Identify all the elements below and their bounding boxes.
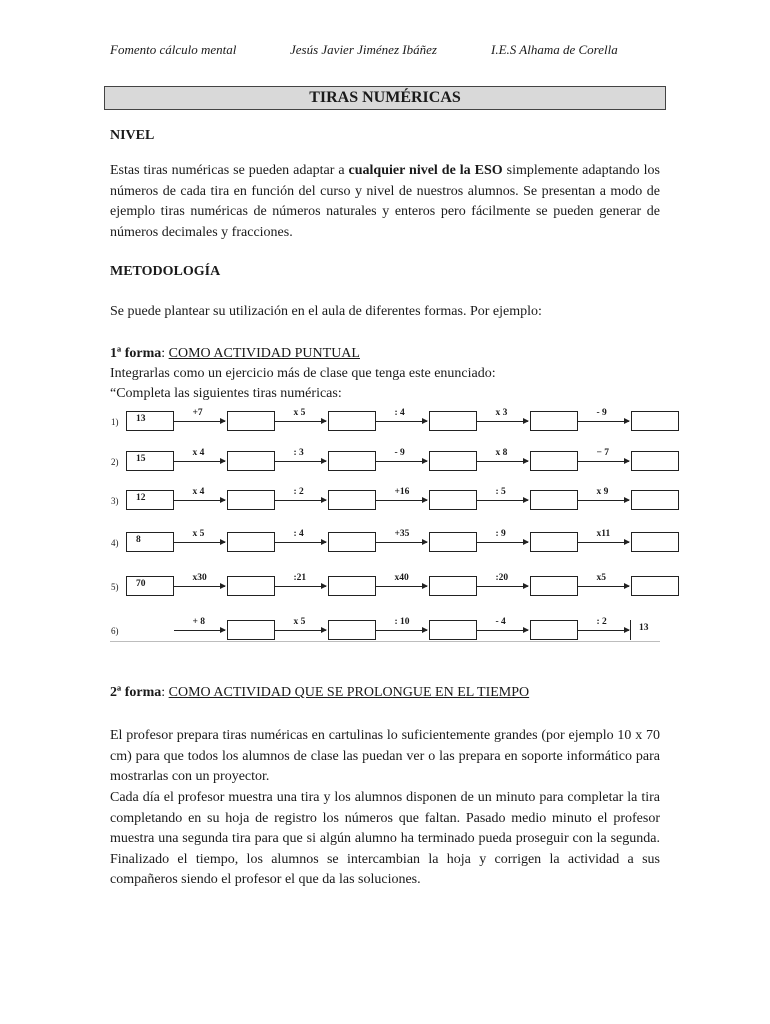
strip-arrow — [376, 500, 427, 501]
strip-arrow — [275, 630, 326, 631]
strip-answer-box — [530, 490, 578, 510]
strip-operation: - 9 — [596, 408, 607, 418]
strip-operation: x 4 — [192, 487, 205, 497]
strip-answer-box — [631, 411, 679, 431]
strip-operation: : 4 — [394, 408, 405, 418]
strip-label: 3) — [111, 496, 119, 506]
forma1-title-line — [110, 346, 360, 362]
strip-arrow — [376, 421, 427, 422]
header-subject: Fomento cálculo mental — [110, 42, 237, 57]
strip-answer-box — [530, 411, 578, 431]
strip-arrow — [275, 500, 326, 501]
forma1-colon: : — [161, 346, 169, 361]
strip-arrow — [477, 542, 528, 543]
strip-answer-box — [227, 576, 275, 596]
nivel-text-before: Estas tiras numéricas se pueden adaptar a — [110, 163, 349, 178]
strip-answer-box — [328, 451, 376, 471]
strip-operation: - 4 — [495, 617, 506, 627]
strip-operation: x30 — [192, 573, 207, 583]
strip-operation: : 2 — [596, 617, 607, 627]
strip-operation: + 8 — [192, 617, 206, 627]
strip-operation: : 3 — [293, 448, 304, 458]
strip-arrow — [275, 421, 326, 422]
strip-answer-box — [227, 620, 275, 640]
strip-answer-box — [429, 451, 477, 471]
strip-answer-box — [631, 532, 679, 552]
strip-arrow — [477, 461, 528, 462]
header-author: Jesús Javier Jiménez Ibáñez — [290, 42, 437, 57]
metodologia-heading: METODOLOGÍA — [110, 264, 221, 279]
nivel-text-bold: cualquier nivel de la ESO — [348, 163, 503, 178]
strip-answer-box — [429, 411, 477, 431]
strip-label: 2) — [111, 457, 119, 467]
strip-arrow — [578, 542, 629, 543]
strip-arrow — [174, 500, 225, 501]
strip-arrow — [275, 586, 326, 587]
strip-arrow — [376, 586, 427, 587]
strip-operation: x5 — [596, 573, 606, 583]
strip-end-value: 13 — [639, 623, 649, 633]
forma1-line2: “Completa las siguientes tiras numéricas: — [110, 386, 342, 401]
strip-arrow — [578, 586, 629, 587]
strip-answer-box — [227, 532, 275, 552]
nivel-heading: NIVEL — [110, 128, 155, 143]
strip-arrow — [477, 630, 528, 631]
strip-operation: x 5 — [192, 529, 205, 539]
strip-operation: x11 — [596, 529, 611, 539]
strip-arrow — [174, 461, 225, 462]
strip-answer-box — [328, 411, 376, 431]
strip-label: 5) — [111, 582, 119, 592]
strip-answer-box — [631, 490, 679, 510]
strip-end-tick — [630, 620, 631, 640]
strip-answer-box — [429, 490, 477, 510]
strip-arrow — [376, 542, 427, 543]
metodologia-intro: Se puede plantear su utilización en el aula de diferentes formas. Por ejemplo: — [110, 304, 542, 319]
strip-answer-box — [429, 532, 477, 552]
strip-answer-box — [227, 451, 275, 471]
strip-operation: x 3 — [495, 408, 508, 418]
strip-start-box — [126, 532, 174, 552]
strip-answer-box — [328, 490, 376, 510]
forma2-paragraph-1: El profesor prepara tiras numéricas en cartulinas lo suficientemente grandes (por ejemplo 10 x 70 cm) para que todos los alumnos de clase las puedan ver o las prepara en soporte informático para mostrarlas con un proyector. — [110, 728, 660, 785]
strip-arrow — [174, 630, 225, 631]
strip-operation: x40 — [394, 573, 409, 583]
strip-operation: : 10 — [394, 617, 410, 627]
nivel-text-after: simplemente adaptando los números de cada tira en función del curso y nivel de nuestros alumnos. Se presentan a modo de ejemplo tiras numéricas de números naturales y enteros pero fácilmente se pueden generar de números decimales y fracciones. — [110, 163, 660, 240]
strip-operation: x 5 — [293, 617, 306, 627]
strip-start-box — [126, 411, 174, 431]
forma2-paragraph-2: Cada día el profesor muestra una tira y los alumnos disponen de un minuto para completar la tira completando en su hoja de registro los números que faltan. Pasado medio minuto el profesor muestra una segunda tira para que si algún alumno ha terminado pueda proseguir con la segunda. Finalizado el tiempo, los alumnos se intercambian la hoja y corrigen la actividad a sus compañeros siendo el profesor el que da las soluciones. — [110, 790, 660, 888]
strip-start-box — [126, 490, 174, 510]
strip-operation: : 5 — [495, 487, 506, 497]
header-school: I.E.S Alhama de Corella — [491, 42, 618, 57]
strip-start-value: 13 — [136, 414, 146, 424]
strip-arrow — [578, 461, 629, 462]
page-title: TIRAS NUMÉRICAS — [104, 86, 666, 110]
strip-label: 6) — [111, 626, 119, 636]
strip-arrow — [275, 542, 326, 543]
strip-arrow — [275, 461, 326, 462]
forma2-title-line — [110, 685, 529, 701]
nivel-paragraph — [110, 161, 660, 243]
forma1-label: 1ª forma — [110, 346, 162, 361]
strip-operation: : 9 — [495, 529, 506, 539]
forma2-colon: : — [161, 685, 169, 700]
forma1-line1: Integrarlas como un ejercicio más de clase que tenga este enunciado: — [110, 366, 496, 381]
strip-answer-box — [530, 532, 578, 552]
strip-arrow — [578, 421, 629, 422]
strip-start-value: 8 — [136, 535, 141, 545]
strip-arrow — [174, 542, 225, 543]
strip-label: 4) — [111, 538, 119, 548]
strip-answer-box — [328, 532, 376, 552]
strip-arrow — [376, 630, 427, 631]
forma1-title: COMO ACTIVIDAD PUNTUAL — [168, 346, 360, 361]
strip-operation: +35 — [394, 529, 410, 539]
strip-arrow — [376, 461, 427, 462]
strip-answer-box — [530, 620, 578, 640]
strip-answer-box — [631, 451, 679, 471]
strip-start-box — [126, 576, 174, 596]
strips-separator — [110, 641, 660, 642]
strip-arrow — [578, 500, 629, 501]
strip-operation: x 8 — [495, 448, 508, 458]
strip-operation: - 9 — [394, 448, 405, 458]
strip-start-value: 70 — [136, 579, 146, 589]
strip-answer-box — [429, 576, 477, 596]
strip-answer-box — [530, 576, 578, 596]
strip-arrow — [477, 586, 528, 587]
strip-operation: +7 — [192, 408, 203, 418]
strip-label: 1) — [111, 417, 119, 427]
strip-arrow — [477, 421, 528, 422]
forma2-label: 2ª forma — [110, 685, 162, 700]
strip-operation: x 9 — [596, 487, 609, 497]
strip-operation: : 2 — [293, 487, 304, 497]
strip-answer-box — [328, 576, 376, 596]
strip-arrow — [578, 630, 629, 631]
strip-answer-box — [429, 620, 477, 640]
strip-operation: − 7 — [596, 448, 610, 458]
strip-arrow — [477, 500, 528, 501]
strip-start-value: 15 — [136, 454, 146, 464]
strip-operation: : 4 — [293, 529, 304, 539]
strip-start-value: 12 — [136, 493, 146, 503]
strip-operation: +16 — [394, 487, 410, 497]
forma2-title: COMO ACTIVIDAD QUE SE PROLONGUE EN EL TIEMPO — [168, 685, 530, 700]
strip-answer-box — [227, 490, 275, 510]
strip-arrow — [174, 421, 225, 422]
strip-answer-box — [631, 576, 679, 596]
strip-start-box — [126, 451, 174, 471]
strip-operation: x 4 — [192, 448, 205, 458]
strip-arrow — [174, 586, 225, 587]
strip-operation: :20 — [495, 573, 509, 583]
strip-operation: x 5 — [293, 408, 306, 418]
strip-answer-box — [227, 411, 275, 431]
strip-answer-box — [530, 451, 578, 471]
strip-operation: :21 — [293, 573, 307, 583]
strip-answer-box — [328, 620, 376, 640]
